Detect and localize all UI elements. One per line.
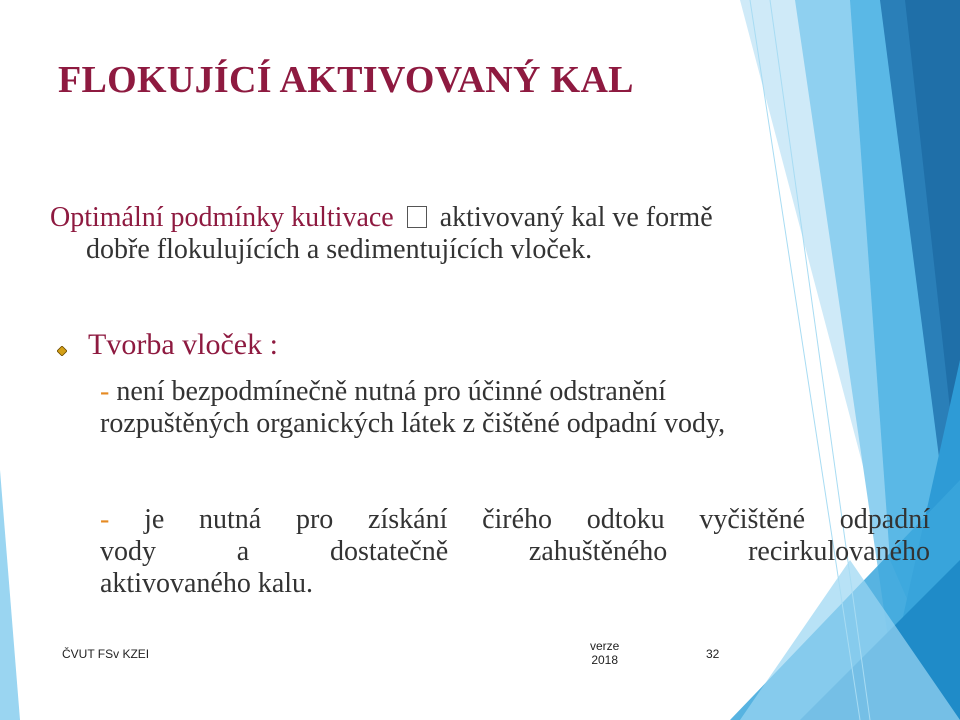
- gold-diamond-bullet-icon: [57, 346, 67, 356]
- intro-rest-line2: dobře flokulujících a sedimentujících vloček.: [86, 234, 593, 265]
- dash-marker: -: [100, 504, 110, 535]
- dash-marker: -: [100, 376, 110, 407]
- intro-lead: Optimální podmínky kultivace: [50, 202, 394, 233]
- footer-version-label: verze: [590, 639, 620, 653]
- footer-version: [590, 639, 619, 667]
- arrow-placeholder-icon: [407, 206, 427, 228]
- list-item: [100, 504, 930, 600]
- intro-paragraph: [50, 202, 930, 266]
- slide-title: FLOKUJÍCÍ AKTIVOVANÝ KAL: [58, 59, 634, 101]
- item-line: je nutná pro získání čirého odtoku vyčištěné odpadní: [144, 504, 931, 535]
- page-number: 32: [706, 647, 720, 661]
- left-shard: [0, 470, 20, 720]
- section-heading: Tvorba vloček :: [88, 328, 278, 361]
- item-line: není bezpodmínečně nutná pro účinné odstranění: [116, 376, 667, 407]
- list-item: [100, 376, 930, 440]
- intro-rest-line1: aktivovaný kal ve formě: [439, 202, 713, 233]
- item-line: vody a dostatečně zahuštěného recirkulovaného: [100, 536, 930, 567]
- item-line: rozpuštěných organických látek z čištěné odpadní vody,: [100, 408, 726, 439]
- footer-organization: ČVUT FSv KZEI: [62, 647, 150, 661]
- item-line: aktivovaného kalu.: [100, 568, 314, 599]
- footer-version-year: 2018: [591, 653, 619, 667]
